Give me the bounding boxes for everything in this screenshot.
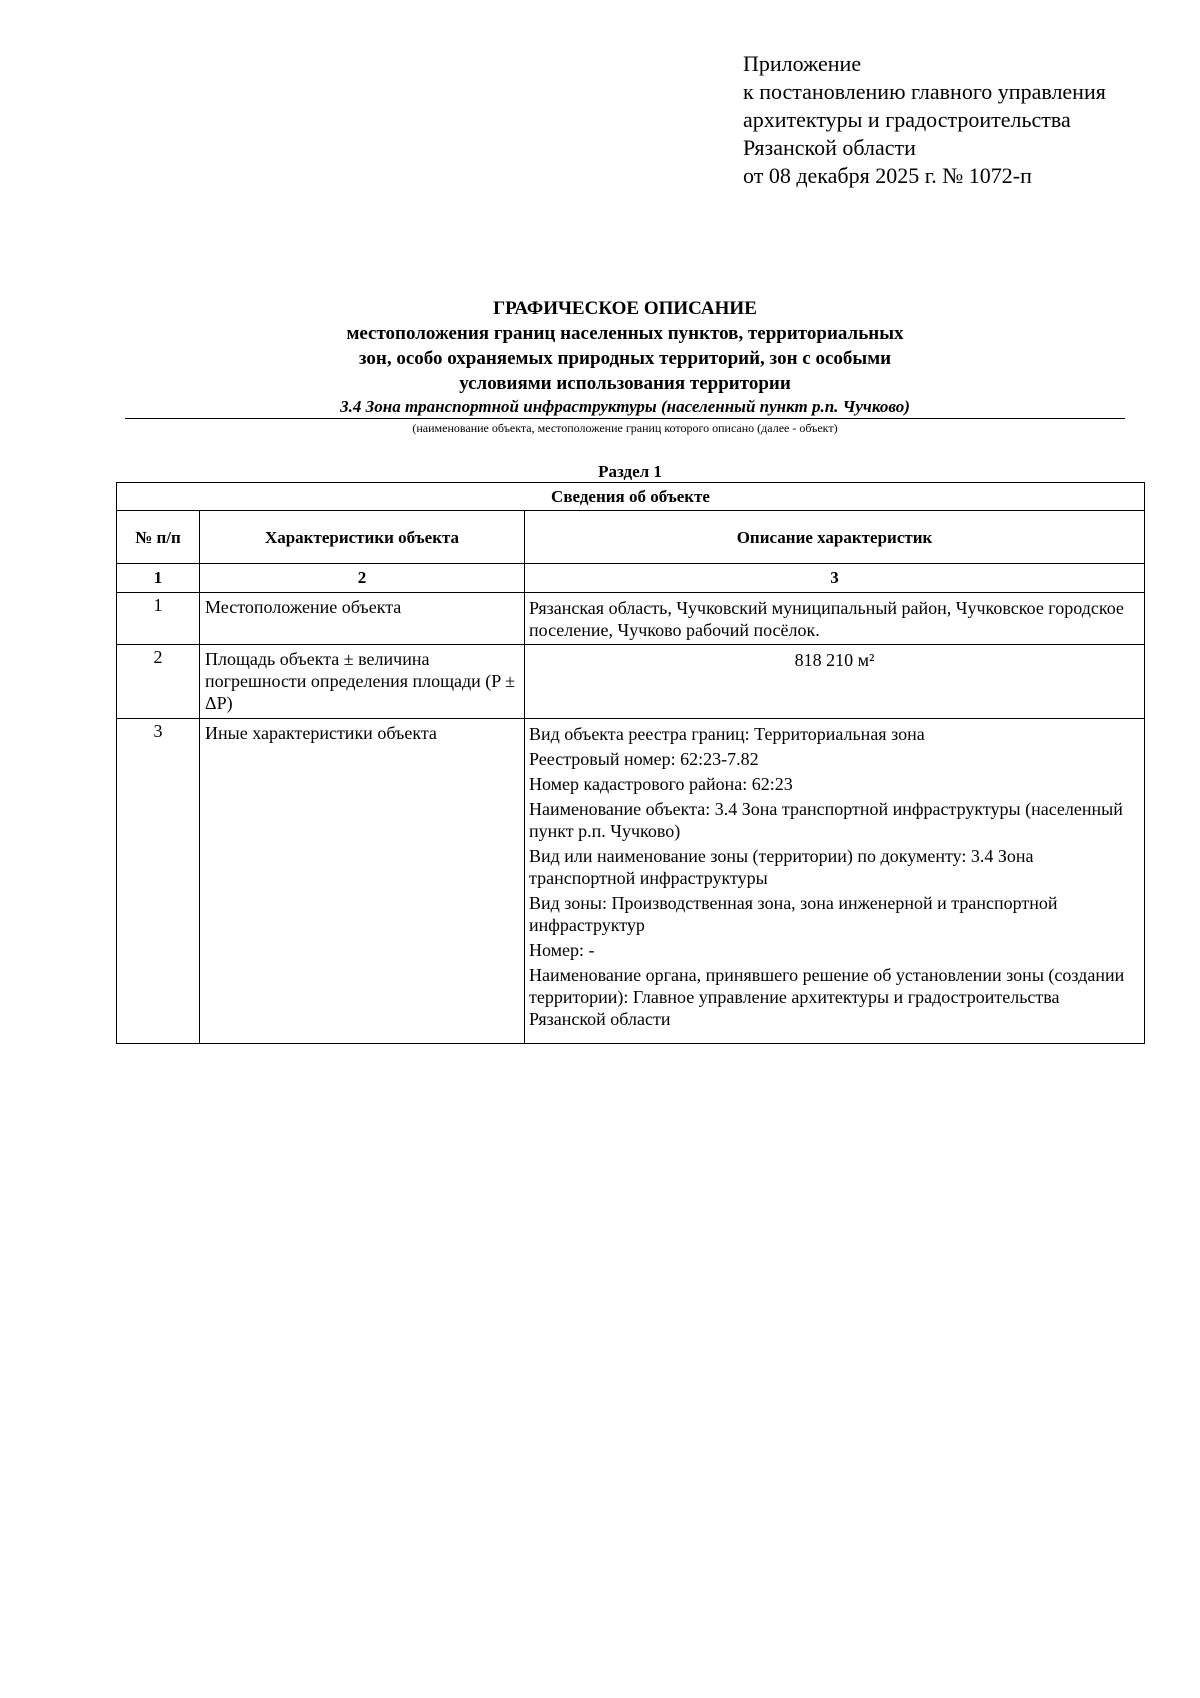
row-characteristic: Иные характеристики объекта — [200, 719, 525, 1044]
table-caption-row — [117, 483, 1145, 511]
object-name: 3.4 Зона транспортной инфраструктуры (населенный пункт р.п. Чучково) — [125, 396, 1125, 419]
object-name-note: (наименование объекта, местоположение границ которого описано (далее - объект) — [412, 421, 838, 435]
table-row — [117, 593, 1145, 645]
table-caption: Сведения об объекте — [117, 483, 1145, 511]
document-subtitle-line: зон, особо охраняемых природных территорий, зон с особыми — [358, 348, 892, 369]
document-subtitle-line: местоположения границ населенных пунктов, территориальных — [346, 323, 904, 344]
row-number: 2 — [117, 645, 200, 719]
row-number: 1 — [117, 593, 200, 645]
appendix-line: Рязанской области — [743, 135, 916, 160]
column-number: 3 — [525, 564, 1145, 593]
document-subtitle-line: условиями использования территории — [459, 373, 791, 394]
column-number: 2 — [200, 564, 525, 593]
table-row — [117, 645, 1145, 719]
row-description-line: Реестровый номер: 62:23-7.82 — [529, 749, 759, 769]
row-description-line: Номер: - — [529, 940, 595, 960]
row-description-line: Вид или наименование зоны (территории) по документу: 3.4 Зона транспортной инфраструктуры — [529, 846, 1034, 888]
row-number: 3 — [117, 719, 200, 1044]
appendix-line: Приложение — [743, 51, 862, 76]
row-characteristic: Местоположение объекта — [200, 593, 525, 645]
row-description-line: Наименование объекта: 3.4 Зона транспортной инфраструктуры (населенный пункт р.п. Чучково) — [529, 799, 1123, 841]
section-label: Раздел 1 — [598, 462, 662, 481]
appendix-heading — [743, 50, 1106, 190]
row-characteristic: Площадь объекта ± величина погрешности определения площади (P ± ΔP) — [200, 645, 525, 719]
row-description — [525, 645, 1145, 719]
table-header-row — [117, 511, 1145, 564]
document-title-block — [120, 293, 1130, 437]
header-no: № п/п — [117, 511, 200, 564]
table-row — [117, 719, 1145, 1044]
column-number: 1 — [117, 564, 200, 593]
row-description-line: Вид объекта реестра границ: Территориальная зона — [529, 724, 925, 744]
row-description-line: Рязанская область, Чучковский муниципальный район, Чучковское городское поселение, Чучково рабочий посёлок. — [529, 598, 1124, 640]
object-info-table — [116, 482, 1145, 1044]
column-number-row — [117, 564, 1145, 593]
appendix-line: архитектуры и градостроительства — [743, 107, 1071, 132]
appendix-line: от 08 декабря 2025 г. № 1072-п — [743, 163, 1032, 188]
row-description-line: Номер кадастрового района: 62:23 — [529, 774, 793, 794]
row-description-line: Вид зоны: Производственная зона, зона инженерной и транспортной инфраструктур — [529, 893, 1058, 935]
row-description — [525, 593, 1145, 645]
area-value: 818 210 м² — [794, 650, 875, 670]
header-description: Описание характеристик — [525, 511, 1145, 564]
row-description-line: Наименование органа, принявшего решение об установлении зоны (создании территории): Главное управление архитектуры и градостроительства Рязанской области — [529, 965, 1125, 1029]
header-characteristic: Характеристики объекта — [200, 511, 525, 564]
row-description — [525, 719, 1145, 1044]
document-title: ГРАФИЧЕСКОЕ ОПИСАНИЕ — [493, 298, 757, 319]
appendix-line: к постановлению главного управления — [743, 79, 1106, 104]
